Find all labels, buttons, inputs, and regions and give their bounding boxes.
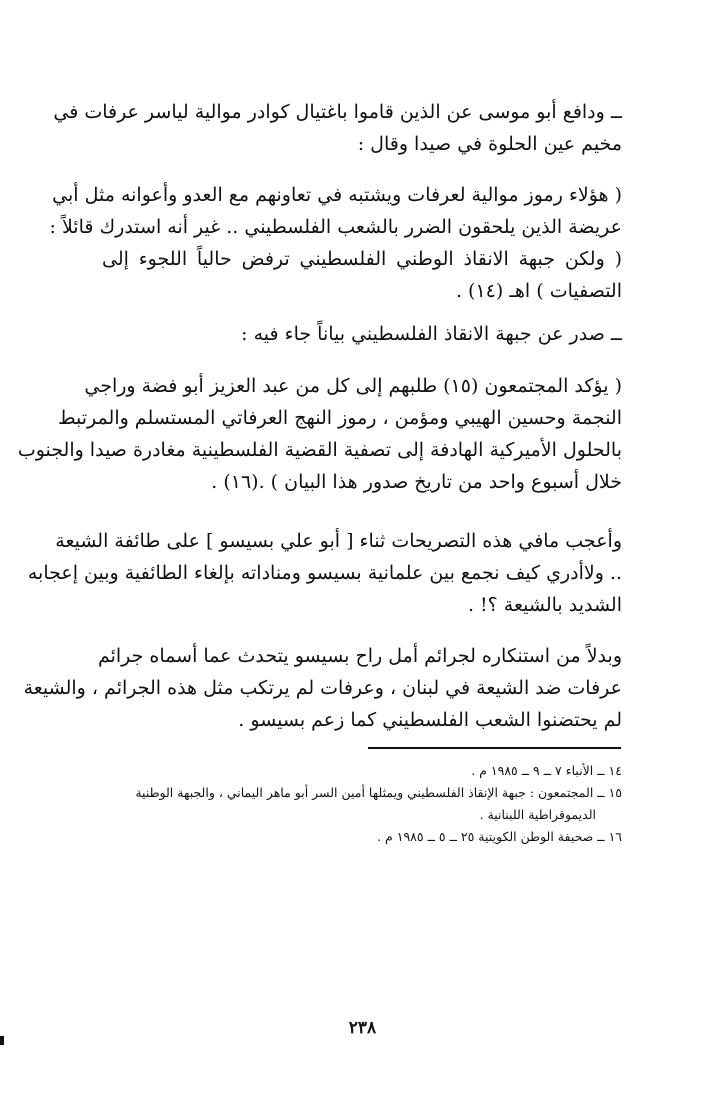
footnote-separator: [368, 747, 621, 749]
text-line: لم يحتضنوا الشعب الفلسطيني كما زعم بسيسو .: [238, 709, 622, 731]
text-line: ( ولكن جبهة الانقاذ الوطني الفلسطيني ترفض حالياً اللجوء إلى: [102, 248, 622, 270]
paragraph-front-statement-intro: [102, 318, 622, 350]
footnote-14: ١٤ ــ الأنباء ٧ ــ ٩ ــ ١٩٨٥ م .: [471, 763, 622, 778]
scan-margin-mark: [0, 1036, 4, 1045]
text-line: النجمة وحسين الهيبي ومؤمن ، رموز النهج العرفاتي المستسلم والمرتبط: [58, 407, 622, 429]
text-line: ( هؤلاء رموز موالية لعرفات ويشتبه في تعاونهم مع العدو وأعوانه مثل أبي: [52, 184, 622, 206]
paragraph-bseiso-crimes: [23, 640, 622, 736]
paragraph-statement-quote: [17, 370, 622, 498]
text-line: ( يؤكد المجتمعون (١٥) طلبهم إلى كل من عبد العزيز أبو فضة وراجي: [84, 375, 622, 397]
text-line: مخيم عين الحلوة في صيدا وقال :: [357, 133, 622, 155]
text-line: عريضة الذين يلحقون الضرر بالشعب الفلسطيني .. غير أنه استدرك قائلاً :: [49, 216, 622, 238]
text-line: ــ صدر عن جبهة الانقاذ الفلسطيني بياناً جاء فيه :: [241, 323, 622, 345]
footnotes: [82, 760, 622, 848]
footnote-15-continued: الديموقراطية اللبنانية .: [479, 807, 596, 822]
text-line: ــ ودافع أبو موسى عن الذين قاموا باغتيال كوادر موالية لياسر عرفات في: [53, 101, 622, 123]
footnote-15: ١٥ ــ المجتمعون : جبهة الإنقاذ الفلسطيني ويمثلها أمين السر أبو ماهر اليماني ، والجبهة الوطنية: [135, 785, 622, 800]
text-line: خلال أسبوع واحد من تاريخ صدور هذا البيان ) .(١٦) .: [211, 471, 622, 493]
footnote-16: ١٦ ــ صحيفة الوطن الكويتية ٢٥ ــ ٥ ــ ١٩٨٥ م .: [377, 829, 622, 844]
paragraph-quote-symbols: [49, 179, 622, 307]
text-line: التصفيات ) اهـ (١٤) .: [455, 280, 622, 302]
paragraph-abu-musa-defense: [53, 96, 622, 160]
text-line: الشديد بالشيعة ؟! .: [467, 594, 622, 616]
page-number: ٢٣٨: [348, 1018, 377, 1038]
text-line: بالحلول الأميركية الهادفة إلى تصفية القضية الفلسطينية مغادرة صيدا والجنوب: [17, 439, 622, 461]
text-line: وبدلاً من استنكاره لجرائم أمل راح بسيسو يتحدث عما أسماه جرائم: [97, 645, 622, 667]
paragraph-bseiso-praise: [27, 525, 622, 621]
text-line: عرفات ضد الشيعة في لبنان ، وعرفات لم يرتكب مثل هذه الجرائم ، والشيعة: [23, 677, 622, 699]
text-line: .. ولاأدري كيف نجمع بين علمانية بسيسو ومناداته بإلغاء الطائفية وبين إعجابه: [27, 562, 622, 584]
text-line: وأعجب مافي هذه التصريحات ثناء [ أبو علي بسيسو ] على طائفة الشيعة: [55, 530, 622, 552]
